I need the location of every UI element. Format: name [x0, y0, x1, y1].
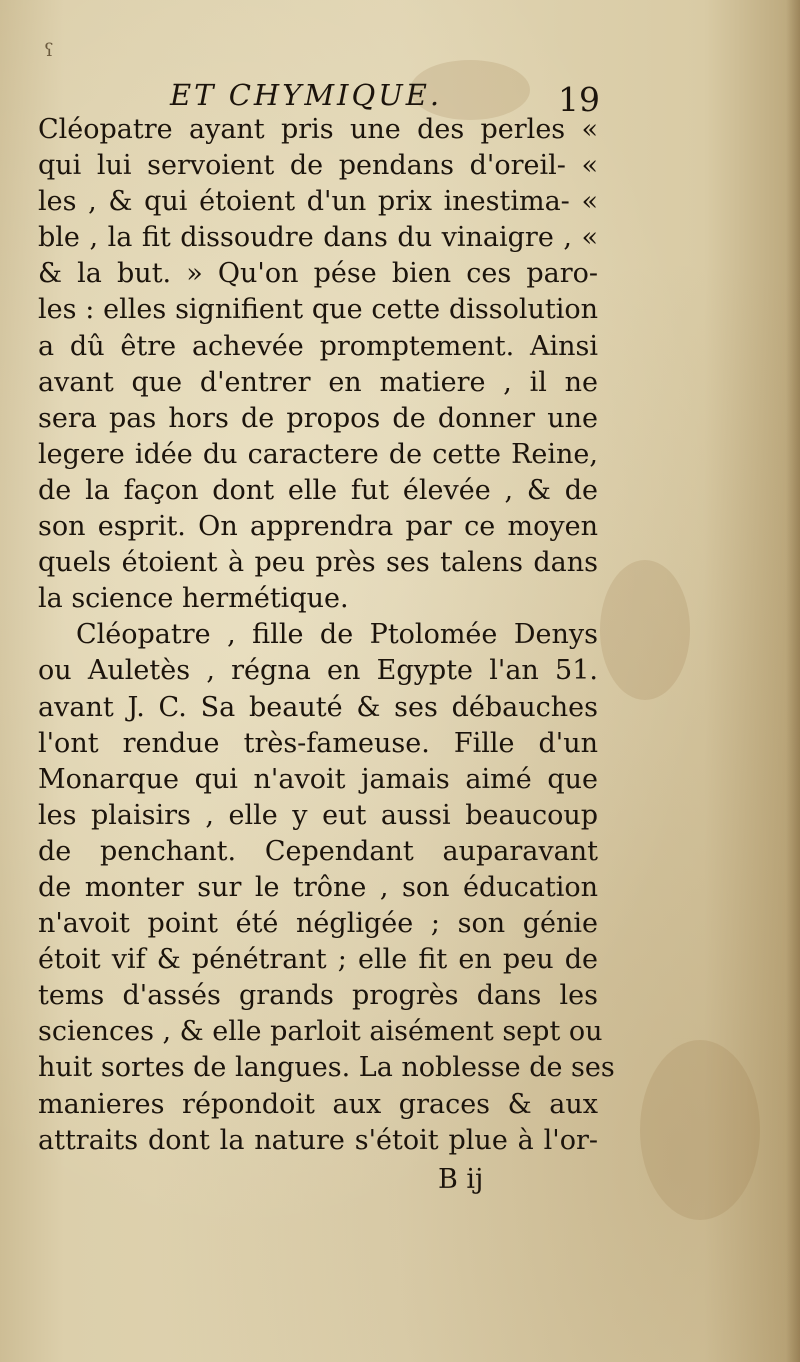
text-line: l'ont rendue très-fameuse. Fille d'un	[38, 727, 598, 759]
body-text	[38, 112, 615, 1159]
paper-stain	[600, 560, 690, 700]
signature-mark: B ij	[438, 1164, 484, 1195]
text-line: legere idée du caractere de cette Reine,	[38, 438, 598, 470]
text-line: les , & qui étoient d'un prix inestima- «	[38, 186, 598, 218]
text-line: manieres répondoit aux graces & aux	[38, 1088, 598, 1120]
text-line: & la but. » Qu'on pése bien ces paro-	[38, 258, 598, 290]
text-line: de la façon dont elle fut élevée , & de	[38, 474, 598, 506]
text-line: de penchant. Cependant auparavant	[38, 835, 598, 867]
text-line: de monter sur le trône , son éducation	[38, 871, 598, 903]
text-line: les plaisirs , elle y eut aussi beaucoup	[38, 799, 598, 831]
margin-mark: ʕ	[44, 40, 54, 61]
text-line: sciences , & elle parloit aisément sept ou	[38, 1016, 603, 1048]
text-line: étoit vif & pénétrant ; elle fit en peu de	[38, 944, 598, 976]
text-line: a dû être achevée promptement. Ainsi	[38, 330, 598, 362]
page-edge-shadow	[786, 0, 800, 1362]
text-line: Cléopatre , fille de Ptolomée Denys	[76, 619, 598, 651]
text-line: qui lui servoient de pendans d'oreil- «	[38, 150, 598, 182]
paper-stain	[640, 1040, 760, 1220]
text-line: attraits dont la nature s'étoit plue à l'or-	[38, 1124, 598, 1156]
text-line: tems d'assés grands progrès dans les	[38, 980, 598, 1012]
text-line: quels étoient à peu près ses talens dans	[38, 547, 598, 579]
text-line: la science hermétique.	[38, 583, 349, 615]
text-line: sera pas hors de propos de donner une	[38, 402, 598, 434]
text-line: avant J. C. Sa beauté & ses débauches	[38, 691, 598, 723]
text-line: huit sortes de langues. La noblesse de ses	[38, 1052, 615, 1084]
text-line: ble , la fit dissoudre dans du vinaigre , «	[38, 222, 598, 254]
text-line: Monarque qui n'avoit jamais aimé que	[38, 763, 598, 795]
running-head: ET CHYMIQUE.	[170, 78, 443, 112]
page-number: 19	[558, 80, 600, 119]
text-line: avant que d'entrer en matiere , il ne	[38, 366, 598, 398]
text-line: les : elles signifient que cette dissolution	[38, 294, 598, 326]
text-line: ou Auletès , régna en Egypte l'an 51.	[38, 655, 598, 687]
text-line: Cléopatre ayant pris une des perles «	[38, 114, 598, 145]
text-line: son esprit. On apprendra par ce moyen	[38, 511, 598, 543]
text-line: n'avoit point été négligée ; son génie	[38, 908, 598, 940]
